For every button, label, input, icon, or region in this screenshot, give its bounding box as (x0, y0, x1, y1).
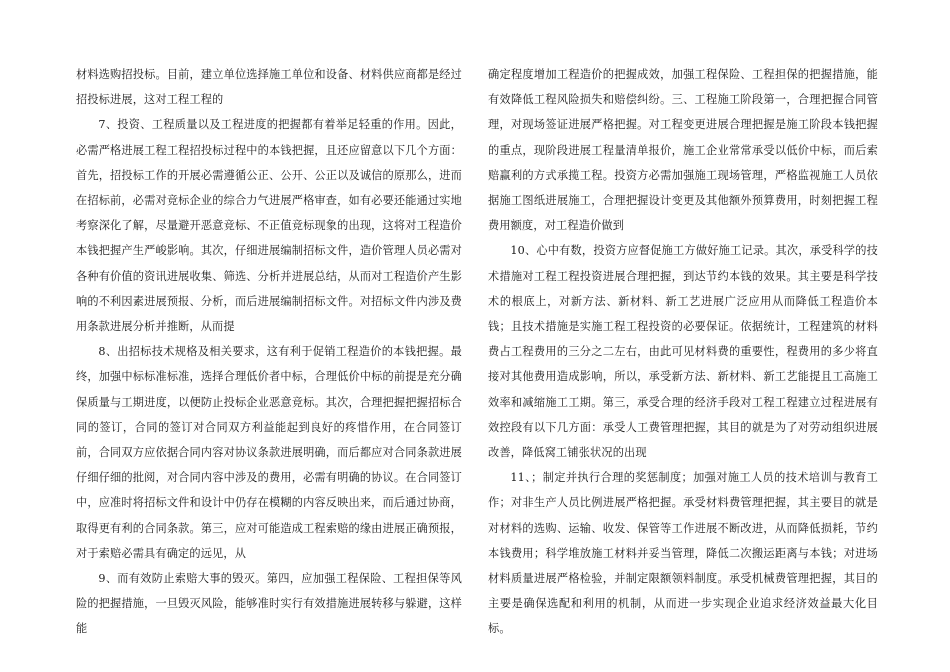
paragraph-left-4: 9、而有效防止索赔大事的毁灭。第四，应加强工程保险、工程担保等风险的把握措施，一旦毁灭风险，能够准时实行有效措施进展转移与躲避，这样能 (76, 572, 462, 636)
left-text-column (76, 62, 462, 642)
paragraph-right-3: 11、；制定并执行合理的奖惩制度；加强对施工人员的技术培训与教育工作；对非生产人员比例进展严格把握。承受材料费管理把握，其主要目的就是对材料的选购、运输、收发、保管等工作进展不断改进，从而降低损耗，节约本钱费用；科学堆放施工材料并妥当管理，降低二次搬运距离与本钱；对进场材料质量进展严格检验，并制定限额领料制度。承受机械费管理把握，其目的主要是确保选配和利用的机制，从而进一步实现企业追求经济效益最大化目标。 (488, 471, 878, 636)
right-text-column (488, 62, 878, 642)
paragraph-left-2: 7、投资、工程质量以及工程进度的把握都有着举足轻重的作用。因此，必需严格进展工程工程招投标过程中的本钱把握，且还应留意以下几个方面：首先，招投标工作的开展必需遵循公正、公开、公正以及诚信的原那么，进而在招标前，必需对竞标企业的综合力气进展严格审查，如有必要还能通过实地考察深化了解，尽量避开恶意竞标、不正值竞标现象的出现，这将对工程造价本钱把握产生严峻影响。其次，仔细进展编制招标文件，造价管理人员必需对各种有价值的资讯进展收集、筛选、分析并进展总结，从而对工程造价产生影响的不利因素进展预报、分析，而后进展编制招标文件。对招标文件内涉及费用条款进展分析并推断，从而提 (76, 118, 462, 334)
paragraph-right-1: 确定程度增加工程造价的把握成效，加强工程保险、工程担保的把握措施，能有效降低工程风险损失和赔偿纠纷。三、工程施工阶段第一，合理把握合同管理，对现场签证进展严格把握。对工程变更进展合理把握是施工阶段本钱把握的重点，现阶段进展工程量清单报价，施工企业常常承受以低价中标，而后索赔赢利的方式承揽工程。投资方必需加强施工现场管理，严格监视施工人员依据施工图纸进展施工，合理把握设计变更及其他额外预算费用，时刻把握工程费用额度，对工程造价做到 (488, 68, 878, 233)
paragraph-left-3: 8、出招标技术规格及相关要求，这有利于促销工程造价的本钱把握。最终，加强中标标准标准，选择合理低价者中标，合理低价中标的前提是充分确保质量与工期进度，以便防止投标企业恶意竞标。其次，合理把握把握招标合同的签订，合同的签订对合同双方利益能起到良好的疼惜作用，在合同签订前，合同双方应依据合同内容对协议条款进展明确，而后都应对合同条款进展仔细仔细的批阅，对合同内容中涉及的费用，必需有明确的协议。在合同签订中，应准时将招标文件和设计中仍存在模糊的内容反映出来，而后通过协商，取得更有利的合同条款。第三，应对可能造成工程索赔的缘由进展正确预报，对于索赔必需具有确定的远见，从 (76, 345, 462, 560)
paragraph-left-1: 材料选购招投标。目前，建立单位选择施工单位和设备、材料供应商都是经过招投标进展，这对工程工程的 (76, 68, 462, 107)
paragraph-right-2: 10、心中有数，投资方应督促施工方做好施工记录。其次，承受科学的技术措施对工程工程投资进展合理把握，到达节约本钱的效果。其主要是科学技术的根底上，对新方法、新材料、新工艺进展广泛应用从而降低工程造价本钱；且技术措施是实施工程工程投资的必要保证。依据统计，工程建筑的材料费占工程费用的三分之二左右，由此可见材料费的重要性，程费用的多少将直接对其他费用造成影响，所以，承受新方法、新材料、新工艺能提且工高施工效率和减缩施工工期。第三，承受合理的经济手段对工程工程建立过程进展有效控段有以下几方面：承受人工费管理把握，其目的就是为了对劳动组织进展改善，降低窝工铺张状况的出现 (488, 244, 878, 460)
